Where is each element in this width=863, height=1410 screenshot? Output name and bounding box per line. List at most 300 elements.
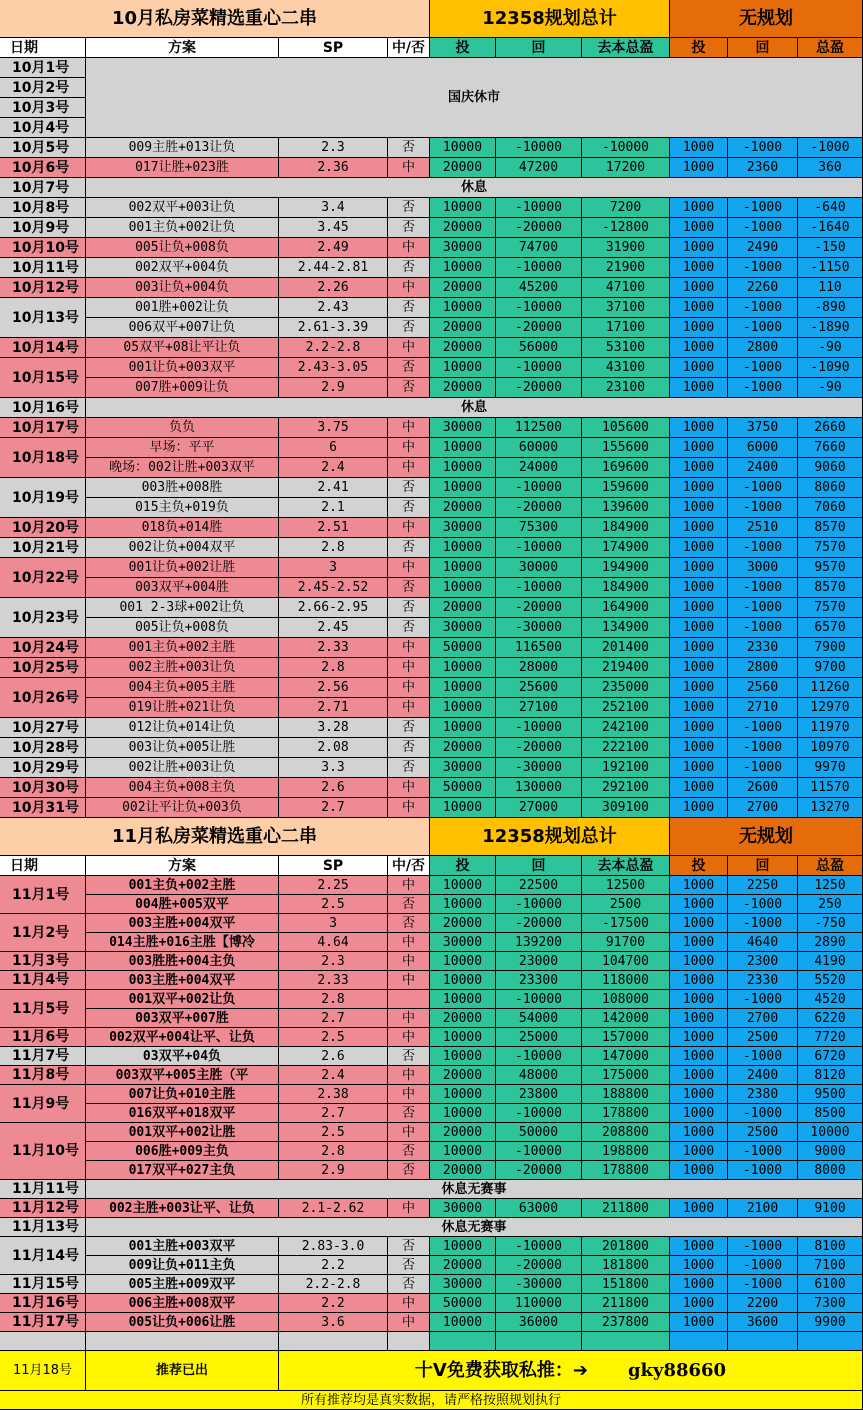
oct-col-total-noplan: 总盈: [798, 38, 863, 58]
nov-sp-2-0: 2.3: [279, 952, 388, 971]
oct-sp-18-0: 2.66-2.95: [279, 598, 388, 618]
nov-plan-title: 12358规划总计: [430, 818, 670, 856]
oct-bet-22-0: 10000: [430, 718, 496, 738]
oct-plan-21-0: 004主负+005主胜: [86, 678, 279, 698]
oct-ret2-13-0: 6000: [728, 438, 798, 458]
nov-total-9-2: 178800: [582, 1161, 670, 1180]
oct-hit-18-0: 否: [388, 598, 430, 618]
nov-plan-1-0: 003主胜+004双平: [86, 914, 279, 933]
nov-hit-0-1: 否: [388, 895, 430, 914]
oct-hit-5-0: 中: [388, 238, 430, 258]
nov-total2-13-1: 7100: [798, 1256, 863, 1275]
oct-ret2-20-0: 2800: [728, 658, 798, 678]
oct-hit-17-0: 中: [388, 558, 430, 578]
oct-total2-8-1: -1890: [798, 318, 863, 338]
nov-ret-9-2: -20000: [496, 1161, 582, 1180]
nov-total2-9-1: 9000: [798, 1142, 863, 1161]
nov-hit-4-0: [388, 990, 430, 1009]
nov-total-6-0: 147000: [582, 1047, 670, 1066]
oct-plan-20-0: 002主胜+003让负: [86, 658, 279, 678]
nov-bet-7-0: 20000: [430, 1066, 496, 1085]
nov-sp-0-0: 2.25: [279, 876, 388, 895]
oct-ret2-8-1: -1000: [728, 318, 798, 338]
oct-ret-14-1: -20000: [496, 498, 582, 518]
oct-hit-21-0: 中: [388, 678, 430, 698]
nov-date-16: 11月17号: [0, 1313, 86, 1332]
oct-total-8-1: 17100: [582, 318, 670, 338]
oct-plan-1-0: 017让胜+023胜: [86, 158, 279, 178]
nov-total2-11-0: 9100: [798, 1199, 863, 1218]
nov-total-3-0: 118000: [582, 971, 670, 990]
oct-ret2-16-0: -1000: [728, 538, 798, 558]
oct-ret-9-0: 56000: [496, 338, 582, 358]
nov-date-5: 11月6号: [0, 1028, 86, 1047]
oct-sp-22-0: 3.28: [279, 718, 388, 738]
nov-empty-6: [582, 1332, 670, 1351]
oct-plan-13-1: 晚场：002让胜+003双平: [86, 458, 279, 478]
nov-plan-16-0: 005让负+006让胜: [86, 1313, 279, 1332]
oct-plan-5-0: 005让负+008负: [86, 238, 279, 258]
nov-ret-13-0: -10000: [496, 1237, 582, 1256]
oct-bet-26-0: 10000: [430, 798, 496, 818]
nov-noplan-title: 无规划: [670, 818, 863, 856]
oct-sp-3-0: 3.4: [279, 198, 388, 218]
oct-total-22-0: 242100: [582, 718, 670, 738]
nov-empty-4: [430, 1332, 496, 1351]
oct-bet-1-0: 20000: [430, 158, 496, 178]
oct-bet-15-0: 30000: [430, 518, 496, 538]
oct-hit-6-0: 否: [388, 258, 430, 278]
oct-hit-14-0: 否: [388, 478, 430, 498]
oct-rest-11: 休息: [86, 398, 863, 418]
footer-promo: [279, 1351, 863, 1391]
nov-ret2-15-0: 2200: [728, 1294, 798, 1313]
oct-hit-17-1: 否: [388, 578, 430, 598]
nov-bet2-2-0: 1000: [670, 952, 728, 971]
oct-ret2-18-0: -1000: [728, 598, 798, 618]
nov-ret2-0-0: 2250: [728, 876, 798, 895]
nov-date-11: 11月12号: [0, 1199, 86, 1218]
nov-plan-0-0: 001主负+002主胜: [86, 876, 279, 895]
nov-total2-13-0: 8100: [798, 1237, 863, 1256]
oct-bet-18-1: 30000: [430, 618, 496, 638]
nov-plan-1-1: 014主胜+016主胜【博冷: [86, 933, 279, 952]
nov-hit-9-1: 否: [388, 1142, 430, 1161]
oct-ret2-10-0: -1000: [728, 358, 798, 378]
nov-sp-1-1: 4.64: [279, 933, 388, 952]
oct-total-14-0: 159600: [582, 478, 670, 498]
footer-status: 推荐已出: [86, 1351, 279, 1391]
nov-total-0-1: 2500: [582, 895, 670, 914]
promo-text: 十V免费获取私推：➔: [414, 1359, 588, 1381]
nov-bet-8-0: 10000: [430, 1085, 496, 1104]
oct-total2-5-0: -150: [798, 238, 863, 258]
nov-hit-11-0: 中: [388, 1199, 430, 1218]
nov-sp-5-0: 2.5: [279, 1028, 388, 1047]
oct-hit-19-0: 中: [388, 638, 430, 658]
nov-bet-3-0: 10000: [430, 971, 496, 990]
oct-ret-8-0: -10000: [496, 298, 582, 318]
oct-bet2-14-0: 1000: [670, 478, 728, 498]
oct-hit-9-0: 中: [388, 338, 430, 358]
oct-ret2-23-0: -1000: [728, 738, 798, 758]
nov-ret-4-1: 54000: [496, 1009, 582, 1028]
oct-bet-12-0: 30000: [430, 418, 496, 438]
oct-total-17-0: 194900: [582, 558, 670, 578]
oct-bet-3-0: 10000: [430, 198, 496, 218]
oct-total-10-1: 23100: [582, 378, 670, 398]
oct-bet-8-1: 20000: [430, 318, 496, 338]
oct-ret-21-1: 27100: [496, 698, 582, 718]
oct-bet2-8-0: 1000: [670, 298, 728, 318]
oct-bet2-12-0: 1000: [670, 418, 728, 438]
oct-ret2-10-1: -1000: [728, 378, 798, 398]
oct-total2-14-1: 7060: [798, 498, 863, 518]
nov-bet-0-0: 10000: [430, 876, 496, 895]
oct-total-17-1: 184900: [582, 578, 670, 598]
footer-date: 11月18号: [0, 1351, 86, 1391]
oct-plan-4-0: 001主负+002让负: [86, 218, 279, 238]
nov-plan-3-0: 003主胜+004双平: [86, 971, 279, 990]
oct-plan-14-1: 015主负+019负: [86, 498, 279, 518]
nov-plan-15-0: 006主胜+008双平: [86, 1294, 279, 1313]
oct-total2-10-0: -1090: [798, 358, 863, 378]
nov-sp-6-0: 2.6: [279, 1047, 388, 1066]
oct-ret-16-0: -10000: [496, 538, 582, 558]
oct-total-23-0: 222100: [582, 738, 670, 758]
oct-plan-23-0: 003让负+005让胜: [86, 738, 279, 758]
nov-plan-14-0: 005主胜+009双平: [86, 1275, 279, 1294]
oct-hit-13-0: 中: [388, 438, 430, 458]
oct-date-4: 10月9号: [0, 218, 86, 238]
oct-plan-19-0: 001主负+002主胜: [86, 638, 279, 658]
oct-total-10-0: 43100: [582, 358, 670, 378]
oct-rest-2: 休息: [86, 178, 863, 198]
nov-bet2-13-1: 1000: [670, 1256, 728, 1275]
nov-col-sp: SP: [279, 856, 388, 876]
nov-hit-1-0: 否: [388, 914, 430, 933]
nov-ret-8-1: -10000: [496, 1104, 582, 1123]
nov-ret-4-0: -10000: [496, 990, 582, 1009]
nov-total2-8-0: 9500: [798, 1085, 863, 1104]
nov-plan-9-1: 006胜+009主负: [86, 1142, 279, 1161]
nov-total2-16-0: 9900: [798, 1313, 863, 1332]
nov-total2-15-0: 7300: [798, 1294, 863, 1313]
oct-sp-21-0: 2.56: [279, 678, 388, 698]
oct-bet-21-1: 10000: [430, 698, 496, 718]
nov-hit-3-0: 中: [388, 971, 430, 990]
oct-bet2-18-1: 1000: [670, 618, 728, 638]
nov-bet2-0-1: 1000: [670, 895, 728, 914]
nov-bet2-4-1: 1000: [670, 1009, 728, 1028]
nov-bet2-16-0: 1000: [670, 1313, 728, 1332]
oct-bet-18-0: 20000: [430, 598, 496, 618]
oct-total-9-0: 53100: [582, 338, 670, 358]
nov-empty-1: [86, 1332, 279, 1351]
nov-date-8: 11月9号: [0, 1085, 86, 1123]
nov-total-1-0: -17500: [582, 914, 670, 933]
nov-bet-9-2: 20000: [430, 1161, 496, 1180]
oct-ret-1-0: 47200: [496, 158, 582, 178]
oct-date-21: 10月26号: [0, 678, 86, 718]
oct-holiday-date-1: 10月2号: [0, 78, 86, 98]
oct-ret2-18-1: -1000: [728, 618, 798, 638]
oct-ret-25-0: 130000: [496, 778, 582, 798]
nov-col-total-profit: 去本总盈: [582, 856, 670, 876]
oct-bet2-9-0: 1000: [670, 338, 728, 358]
oct-hit-13-1: 中: [388, 458, 430, 478]
nov-bet2-1-0: 1000: [670, 914, 728, 933]
nov-date-0: 11月1号: [0, 876, 86, 914]
oct-ret2-25-0: 2600: [728, 778, 798, 798]
oct-bet2-26-0: 1000: [670, 798, 728, 818]
oct-sp-5-0: 2.49: [279, 238, 388, 258]
oct-bet2-13-0: 1000: [670, 438, 728, 458]
nov-ret-0-1: -10000: [496, 895, 582, 914]
oct-bet-7-0: 20000: [430, 278, 496, 298]
nov-bet-0-1: 10000: [430, 895, 496, 914]
oct-date-12: 10月17号: [0, 418, 86, 438]
oct-ret2-17-1: -1000: [728, 578, 798, 598]
oct-bet2-7-0: 1000: [670, 278, 728, 298]
oct-bet-20-0: 10000: [430, 658, 496, 678]
nov-date-9: 11月10号: [0, 1123, 86, 1180]
oct-hit-23-0: 否: [388, 738, 430, 758]
nov-total2-0-0: 1250: [798, 876, 863, 895]
oct-hit-8-0: 否: [388, 298, 430, 318]
nov-ret2-3-0: 2330: [728, 971, 798, 990]
nov-bet2-14-0: 1000: [670, 1275, 728, 1294]
oct-sp-10-1: 2.9: [279, 378, 388, 398]
nov-ret2-1-1: 4640: [728, 933, 798, 952]
oct-date-18: 10月23号: [0, 598, 86, 638]
oct-sp-6-0: 2.44-2.81: [279, 258, 388, 278]
nov-plan-5-0: 002双平+004让平、让负: [86, 1028, 279, 1047]
oct-col-bet: 投: [430, 38, 496, 58]
nov-hit-9-2: 否: [388, 1161, 430, 1180]
oct-ret2-0-0: -1000: [728, 138, 798, 158]
oct-ret-13-1: 24000: [496, 458, 582, 478]
oct-total2-6-0: -1150: [798, 258, 863, 278]
oct-noplan-title: 无规划: [670, 0, 863, 38]
oct-hit-3-0: 否: [388, 198, 430, 218]
oct-sp-14-0: 2.41: [279, 478, 388, 498]
nov-sp-8-1: 2.7: [279, 1104, 388, 1123]
oct-ret2-8-0: -1000: [728, 298, 798, 318]
nov-ret2-4-1: 2700: [728, 1009, 798, 1028]
oct-sp-0-0: 2.3: [279, 138, 388, 158]
oct-sp-1-0: 2.36: [279, 158, 388, 178]
nov-plan-13-1: 009让负+011主负: [86, 1256, 279, 1275]
oct-bet2-8-1: 1000: [670, 318, 728, 338]
nov-total2-9-0: 10000: [798, 1123, 863, 1142]
oct-plan-6-0: 002双平+004负: [86, 258, 279, 278]
oct-total2-26-0: 13270: [798, 798, 863, 818]
oct-holiday-date-2: 10月3号: [0, 98, 86, 118]
nov-plan-6-0: 03双平+04负: [86, 1047, 279, 1066]
oct-total2-4-0: -1640: [798, 218, 863, 238]
nov-bet2-9-1: 1000: [670, 1142, 728, 1161]
oct-ret-17-1: -10000: [496, 578, 582, 598]
oct-sp-17-1: 2.45-2.52: [279, 578, 388, 598]
oct-bet-9-0: 20000: [430, 338, 496, 358]
nov-ret-15-0: 110000: [496, 1294, 582, 1313]
oct-plan-24-0: 002让胜+003让负: [86, 758, 279, 778]
nov-ret-1-1: 139200: [496, 933, 582, 952]
oct-hit-16-0: 否: [388, 538, 430, 558]
oct-sp-10-0: 2.43-3.05: [279, 358, 388, 378]
nov-bet2-11-0: 1000: [670, 1199, 728, 1218]
nov-col-hit: 中/否: [388, 856, 430, 876]
oct-bet2-15-0: 1000: [670, 518, 728, 538]
nov-ret-9-1: -10000: [496, 1142, 582, 1161]
oct-total2-16-0: 7570: [798, 538, 863, 558]
oct-date-23: 10月28号: [0, 738, 86, 758]
nov-date-4: 11月5号: [0, 990, 86, 1028]
nov-sp-13-1: 2.2: [279, 1256, 388, 1275]
oct-ret-7-0: 45200: [496, 278, 582, 298]
oct-hit-25-0: 中: [388, 778, 430, 798]
nov-total-13-1: 181800: [582, 1256, 670, 1275]
oct-total-13-0: 155600: [582, 438, 670, 458]
oct-title: 10月私房菜精选重心二串: [0, 0, 430, 38]
oct-bet2-21-1: 1000: [670, 698, 728, 718]
oct-hit-7-0: 中: [388, 278, 430, 298]
nov-ret-7-0: 48000: [496, 1066, 582, 1085]
oct-ret2-4-0: -1000: [728, 218, 798, 238]
oct-ret-12-0: 112500: [496, 418, 582, 438]
oct-total-19-0: 201400: [582, 638, 670, 658]
oct-date-7: 10月12号: [0, 278, 86, 298]
nov-date-10: 11月11号: [0, 1180, 86, 1199]
oct-ret2-22-0: -1000: [728, 718, 798, 738]
oct-hit-10-1: 否: [388, 378, 430, 398]
oct-plan-26-0: 002让平让负+003负: [86, 798, 279, 818]
oct-date-14: 10月19号: [0, 478, 86, 518]
nov-sp-4-0: 2.8: [279, 990, 388, 1009]
oct-ret-19-0: 116500: [496, 638, 582, 658]
oct-total2-21-1: 12970: [798, 698, 863, 718]
oct-bet2-24-0: 1000: [670, 758, 728, 778]
oct-ret-3-0: -10000: [496, 198, 582, 218]
nov-plan-8-0: 007让负+010主胜: [86, 1085, 279, 1104]
oct-date-25: 10月30号: [0, 778, 86, 798]
nov-col-date: 日期: [0, 856, 86, 876]
nov-date-12: 11月13号: [0, 1218, 86, 1237]
oct-total-25-0: 292100: [582, 778, 670, 798]
oct-ret-10-0: -10000: [496, 358, 582, 378]
oct-sp-7-0: 2.26: [279, 278, 388, 298]
oct-bet2-10-1: 1000: [670, 378, 728, 398]
oct-sp-17-0: 3: [279, 558, 388, 578]
nov-ret2-1-0: -1000: [728, 914, 798, 933]
oct-bet2-25-0: 1000: [670, 778, 728, 798]
oct-ret2-17-0: 3000: [728, 558, 798, 578]
oct-ret2-15-0: 2510: [728, 518, 798, 538]
nov-ret2-2-0: 2300: [728, 952, 798, 971]
nov-bet-14-0: 30000: [430, 1275, 496, 1294]
nov-col-return-noplan: 回: [728, 856, 798, 876]
nov-bet-1-0: 20000: [430, 914, 496, 933]
nov-ret-6-0: -10000: [496, 1047, 582, 1066]
nov-total-9-0: 208800: [582, 1123, 670, 1142]
nov-ret-9-0: 50000: [496, 1123, 582, 1142]
oct-ret2-14-0: -1000: [728, 478, 798, 498]
oct-hit-26-0: 中: [388, 798, 430, 818]
oct-bet-19-0: 50000: [430, 638, 496, 658]
nov-ret2-4-0: -1000: [728, 990, 798, 1009]
nov-sp-16-0: 3.6: [279, 1313, 388, 1332]
oct-total-12-0: 105600: [582, 418, 670, 438]
oct-date-11: 10月16号: [0, 398, 86, 418]
nov-total-8-0: 188800: [582, 1085, 670, 1104]
nov-bet-15-0: 50000: [430, 1294, 496, 1313]
oct-ret-18-0: -20000: [496, 598, 582, 618]
nov-hit-6-0: 否: [388, 1047, 430, 1066]
nov-bet-16-0: 10000: [430, 1313, 496, 1332]
nov-total-2-0: 104700: [582, 952, 670, 971]
oct-date-24: 10月29号: [0, 758, 86, 778]
nov-total-15-0: 211800: [582, 1294, 670, 1313]
nov-total2-3-0: 5520: [798, 971, 863, 990]
oct-sp-24-0: 3.3: [279, 758, 388, 778]
nov-total2-14-0: 6100: [798, 1275, 863, 1294]
nov-bet-4-1: 20000: [430, 1009, 496, 1028]
nov-total2-1-1: 2890: [798, 933, 863, 952]
nov-bet2-0-0: 1000: [670, 876, 728, 895]
oct-col-total-profit: 去本总盈: [582, 38, 670, 58]
nov-plan-7-0: 003双平+005主胜（平: [86, 1066, 279, 1085]
oct-total-18-1: 134900: [582, 618, 670, 638]
nov-total2-1-0: -750: [798, 914, 863, 933]
oct-plan-8-0: 001胜+002让负: [86, 298, 279, 318]
nov-sp-1-0: 3: [279, 914, 388, 933]
oct-total-6-0: 21900: [582, 258, 670, 278]
oct-bet2-14-1: 1000: [670, 498, 728, 518]
nov-sp-0-1: 2.5: [279, 895, 388, 914]
oct-sp-9-0: 2.2-2.8: [279, 338, 388, 358]
nov-bet-2-0: 10000: [430, 952, 496, 971]
nov-plan-9-0: 001双平+002让胜: [86, 1123, 279, 1142]
nov-ret-16-0: 36000: [496, 1313, 582, 1332]
oct-total2-14-0: 8060: [798, 478, 863, 498]
nov-total-8-1: 178800: [582, 1104, 670, 1123]
oct-date-20: 10月25号: [0, 658, 86, 678]
nov-empty-2: [279, 1332, 388, 1351]
oct-bet2-5-0: 1000: [670, 238, 728, 258]
oct-ret-18-1: -30000: [496, 618, 582, 638]
nov-total-1-1: 91700: [582, 933, 670, 952]
nov-hit-0-0: 中: [388, 876, 430, 895]
nov-empty-5: [496, 1332, 582, 1351]
oct-hit-22-0: 否: [388, 718, 430, 738]
nov-date-3: 11月4号: [0, 971, 86, 990]
oct-hit-15-0: 中: [388, 518, 430, 538]
oct-total2-0-0: -1000: [798, 138, 863, 158]
oct-hit-10-0: 否: [388, 358, 430, 378]
oct-total-24-0: 192100: [582, 758, 670, 778]
nov-empty-8: [728, 1332, 798, 1351]
oct-total-15-0: 184900: [582, 518, 670, 538]
oct-total-14-1: 139600: [582, 498, 670, 518]
oct-ret-8-1: -20000: [496, 318, 582, 338]
oct-bet-16-0: 10000: [430, 538, 496, 558]
oct-total-21-1: 252100: [582, 698, 670, 718]
oct-bet2-16-0: 1000: [670, 538, 728, 558]
oct-ret-15-0: 75300: [496, 518, 582, 538]
oct-total-18-0: 164900: [582, 598, 670, 618]
nov-empty-9: [798, 1332, 863, 1351]
